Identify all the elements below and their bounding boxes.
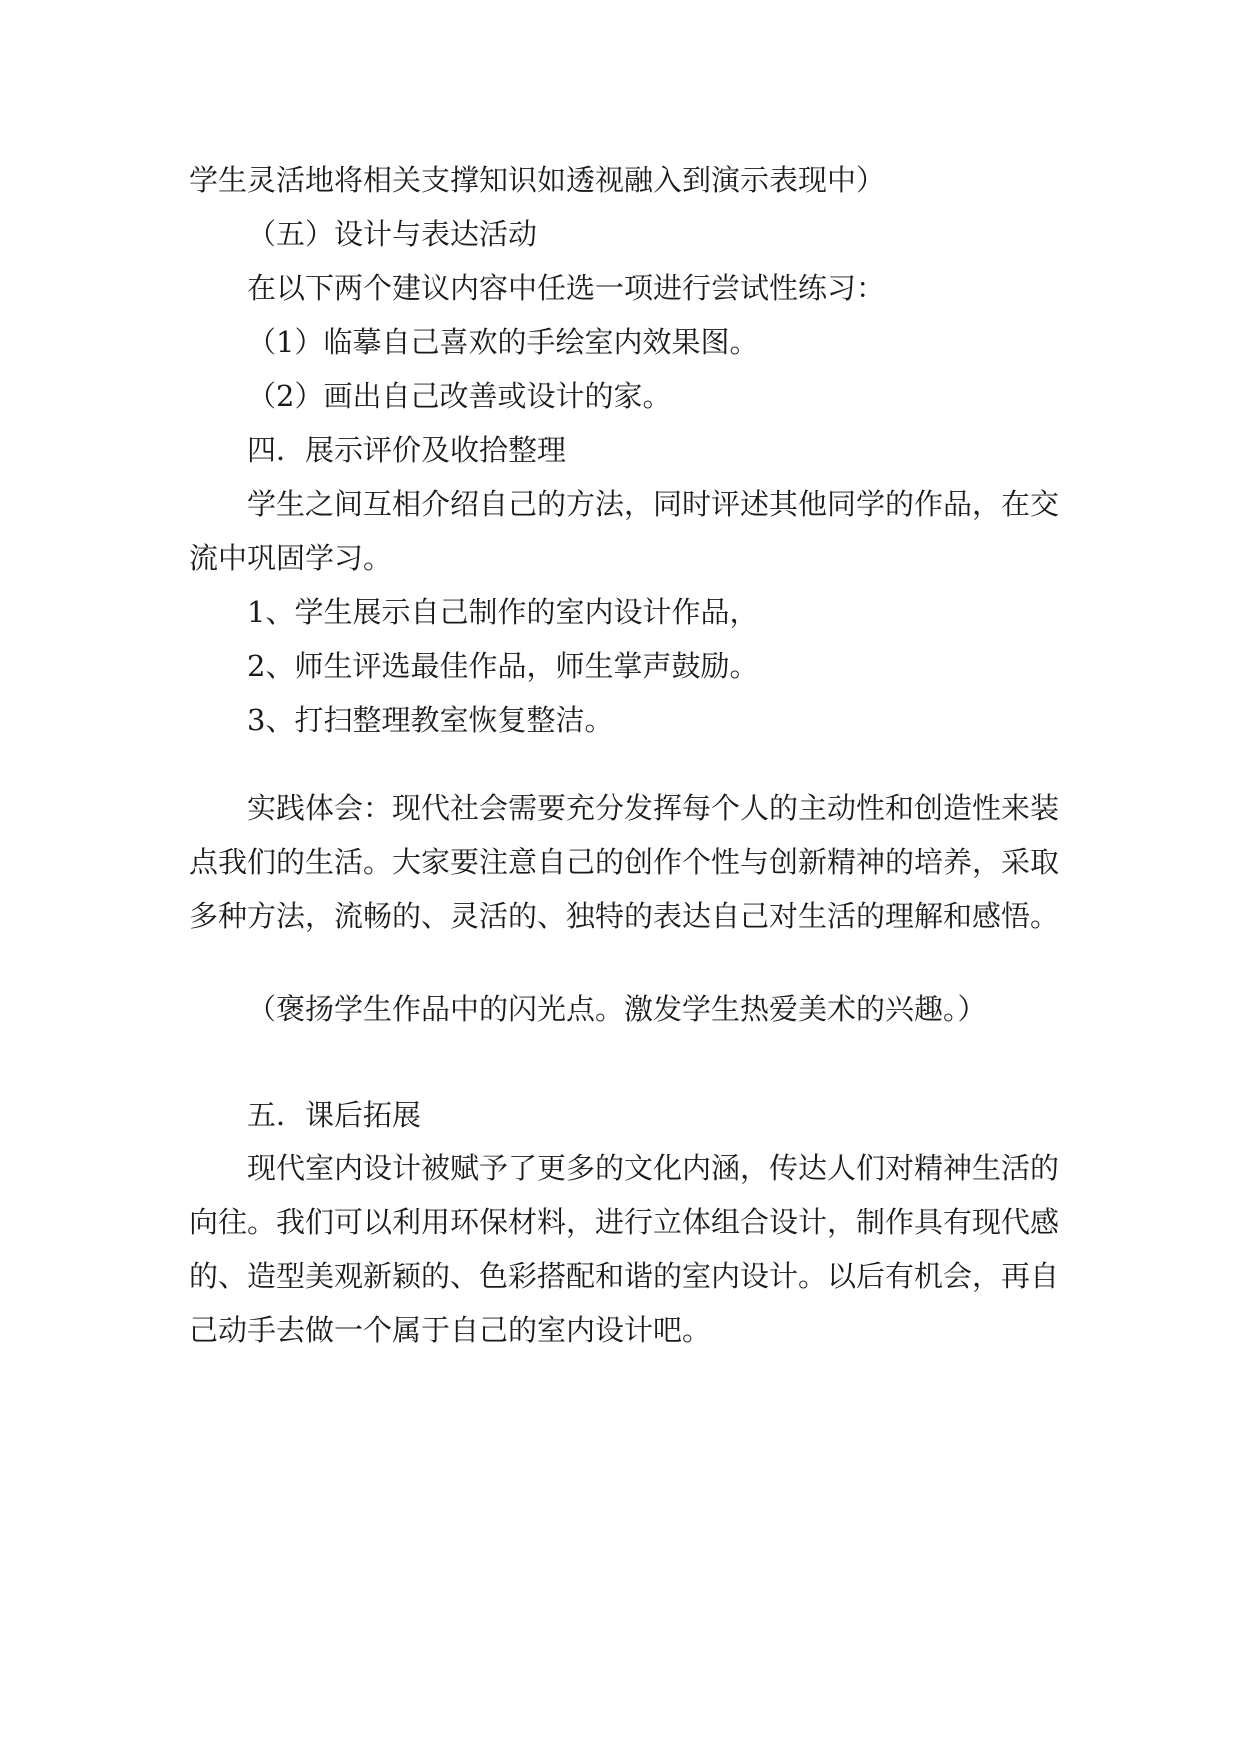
text-line-continuation: 学生灵活地将相关支撑知识如透视融入到演示表现中）: [189, 163, 886, 197]
text-line-practice-instruction: 在以下两个建议内容中任选一项进行尝试性练习：: [247, 271, 886, 305]
list-item-option-1: （1）临摹自己喜欢的手绘室内效果图。: [247, 325, 759, 359]
text-line-praise-note: （褒扬学生作品中的闪光点。激发学生热爱美术的兴趣。）: [247, 992, 987, 1026]
section-heading-extension: 五．课后拓展: [247, 1098, 422, 1132]
paragraph-practice-reflection: 实践体会：现代社会需要充分发挥每个人的主动性和创造性来装点我们的生活。大家要注意自己的创作个性与创新精神的培养，采取多种方法，流畅的、灵活的、独特的表达自己对生活的理解和感悟。: [189, 791, 1060, 933]
list-item-option-2: （2）画出自己改善或设计的家。: [247, 379, 672, 413]
section-heading-design-activity: （五）设计与表达活动: [247, 217, 538, 251]
list-item-step-2: 2、师生评选最佳作品，师生掌声鼓励。: [247, 649, 759, 683]
section-heading-display-evaluation: 四．展示评价及收拾整理: [247, 433, 567, 467]
list-item-step-1: 1、学生展示自己制作的室内设计作品，: [247, 595, 759, 629]
paragraph-peer-review: 学生之间互相介绍自己的方法，同时评述其他同学的作品，在交流中巩固学习。: [189, 487, 1060, 575]
paragraph-extension: 现代室内设计被赋予了更多的文化内涵，传达人们对精神生活的向往。我们可以利用环保材料，进行立体组合设计，制作具有现代感的、造型美观新颖的、色彩搭配和谐的室内设计。以后有机会，再自己动手去做一个属于自己的室内设计吧。: [189, 1151, 1060, 1347]
list-item-step-3: 3、打扫整理教室恢复整洁。: [247, 703, 614, 737]
